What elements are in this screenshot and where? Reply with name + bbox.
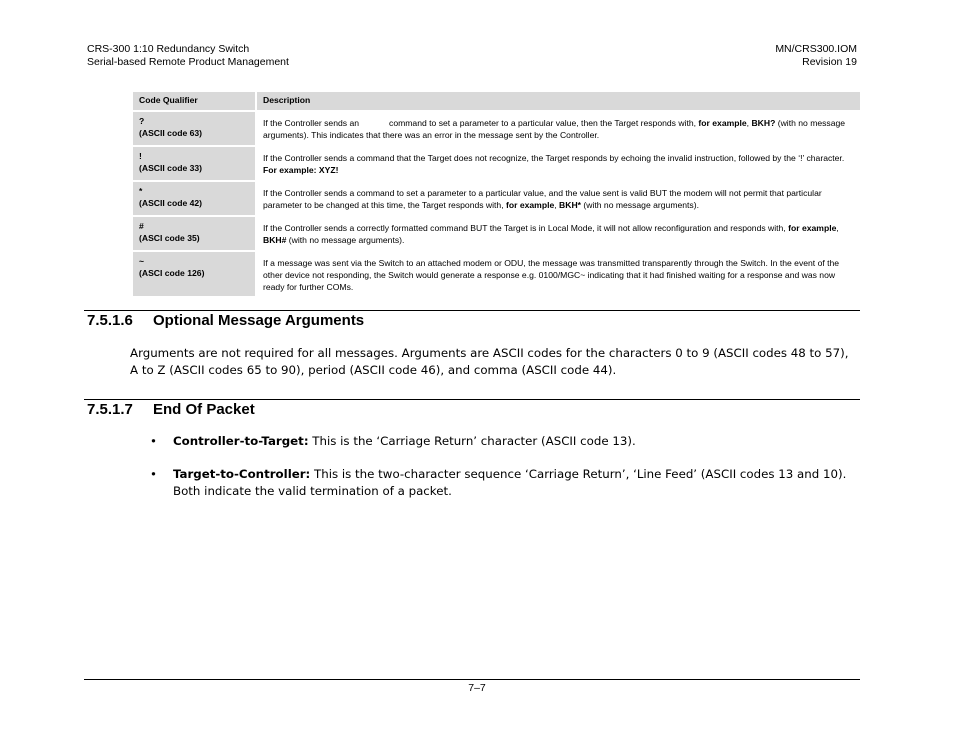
- table-row: [133, 252, 860, 296]
- qualifier-ascii: (ASCI code 35): [139, 233, 200, 243]
- desc-bold: for example: [698, 118, 747, 128]
- table-header-row: [133, 92, 860, 110]
- qualifier-ascii: (ASCI code 126): [139, 268, 205, 278]
- section-title: Optional Message Arguments: [153, 312, 365, 329]
- qualifier-cell: [133, 252, 255, 296]
- desc-text: If the Controller sends a command to set a parameter to a particular value, and the value sent is valid BUT the modem will not permit that particular parameter to be changed at this time, the Target responds with,: [263, 188, 822, 210]
- qualifier-cell: [133, 147, 255, 180]
- qualifier-ascii: (ASCII code 63): [139, 128, 203, 138]
- desc-bold: for example: [506, 200, 555, 210]
- code-qualifier-table: [131, 90, 862, 298]
- section-number: 7.5.1.6: [87, 312, 133, 329]
- table-row: [133, 147, 860, 180]
- qualifier-cell: [133, 112, 255, 145]
- desc-bold: BKH*: [559, 200, 581, 210]
- qualifier-cell: [133, 217, 255, 250]
- doc-number: MN/CRS300.IOM: [775, 43, 857, 55]
- table-row: [133, 217, 860, 250]
- doc-subtitle: Serial-based Remote Product Management: [87, 55, 289, 68]
- footer-divider: [84, 679, 860, 680]
- section-heading-end-of-packet: [87, 401, 255, 418]
- qualifier-ascii: (ASCII code 33): [139, 163, 203, 173]
- bullet-icon: •: [150, 467, 157, 481]
- doc-title: CRS-300 1:10 Redundancy Switch: [87, 43, 250, 55]
- description-cell: [257, 147, 860, 180]
- desc-bold: BKH#: [263, 235, 287, 245]
- description-cell: [257, 112, 860, 145]
- list-item: [150, 433, 850, 450]
- desc-text: ,: [746, 118, 750, 128]
- desc-text: ,: [554, 200, 557, 210]
- section-divider: [84, 310, 860, 311]
- bullet-label: Target-to-Controller:: [173, 467, 311, 481]
- qualifier-symbol: ?: [139, 116, 145, 126]
- qualifier-symbol: *: [139, 186, 143, 196]
- section-title: End Of Packet: [153, 401, 255, 418]
- qualifier-symbol: #: [139, 221, 144, 231]
- desc-text: (with no message arguments).: [583, 200, 699, 210]
- desc-text: If a message was sent via the Switch to an attached modem or ODU, the message was transmitted transparently through the Switch. In the event of the other device not responding, the Switch would generate a response e.g. 0100/MGC~ indicating that it had finished waiting for a response and was now ready for further COMs.: [263, 258, 840, 292]
- desc-text: If the Controller sends an: [263, 118, 360, 128]
- doc-revision: Revision 19: [802, 55, 857, 68]
- description-cell: [257, 182, 860, 215]
- qualifier-symbol: !: [139, 151, 142, 161]
- desc-bold: For example: XYZ!: [263, 165, 339, 175]
- bullet-label: Controller-to-Target:: [173, 434, 309, 448]
- qualifier-ascii: (ASCII code 42): [139, 198, 203, 208]
- qualifier-symbol: ~: [139, 256, 145, 266]
- bullet-text: This is the two-character sequence ‘Carriage Return’, ‘Line Feed’ (ASCII codes 13 and 10). Both indicate the valid termination of a packet.: [173, 467, 847, 498]
- desc-text: command to set a parameter to a particular value, then the Target responds with,: [389, 118, 697, 128]
- col-header-description: Description: [257, 92, 860, 110]
- desc-bold: for example: [788, 223, 837, 233]
- qualifier-cell: [133, 182, 255, 215]
- section-heading-optional-args: [87, 312, 364, 329]
- section-body: Arguments are not required for all messages. Arguments are ASCII codes for the characters 0 to 9 (ASCII codes 48 to 57), A to Z (ASCII codes 65 to 90), period (ASCII code 46), and comma (ASCII code 44).: [130, 346, 849, 377]
- table-row: [133, 112, 860, 145]
- section-number: 7.5.1.7: [87, 401, 133, 418]
- header-right: [775, 43, 857, 68]
- header-left: [87, 43, 289, 68]
- bullet-icon: •: [150, 434, 157, 448]
- desc-text: If the Controller sends a correctly formatted command BUT the Target is in Local Mode, it will not allow reconfiguration and responds with,: [263, 223, 786, 233]
- page-number: 7–7: [468, 682, 486, 694]
- section-divider: [84, 399, 860, 400]
- desc-bold: BKH?: [751, 118, 776, 128]
- desc-text: ,: [836, 223, 839, 233]
- desc-text: (with no message arguments). This indicates that there was an error in the message sent by the Controller.: [263, 118, 846, 140]
- table-row: [133, 182, 860, 215]
- col-header-code-qualifier: Code Qualifier: [133, 92, 255, 110]
- desc-text: If the Controller sends a command that the Target does not recognize, the Target responds by echoing the invalid instruction, followed by the ‘!’ character.: [263, 153, 845, 163]
- desc-text: (with no message arguments).: [288, 235, 405, 245]
- bullet-text: This is the ‘Carriage Return’ character (ASCII code 13).: [308, 434, 636, 448]
- description-cell: [257, 252, 860, 296]
- description-cell: [257, 217, 860, 250]
- list-item: [150, 466, 850, 500]
